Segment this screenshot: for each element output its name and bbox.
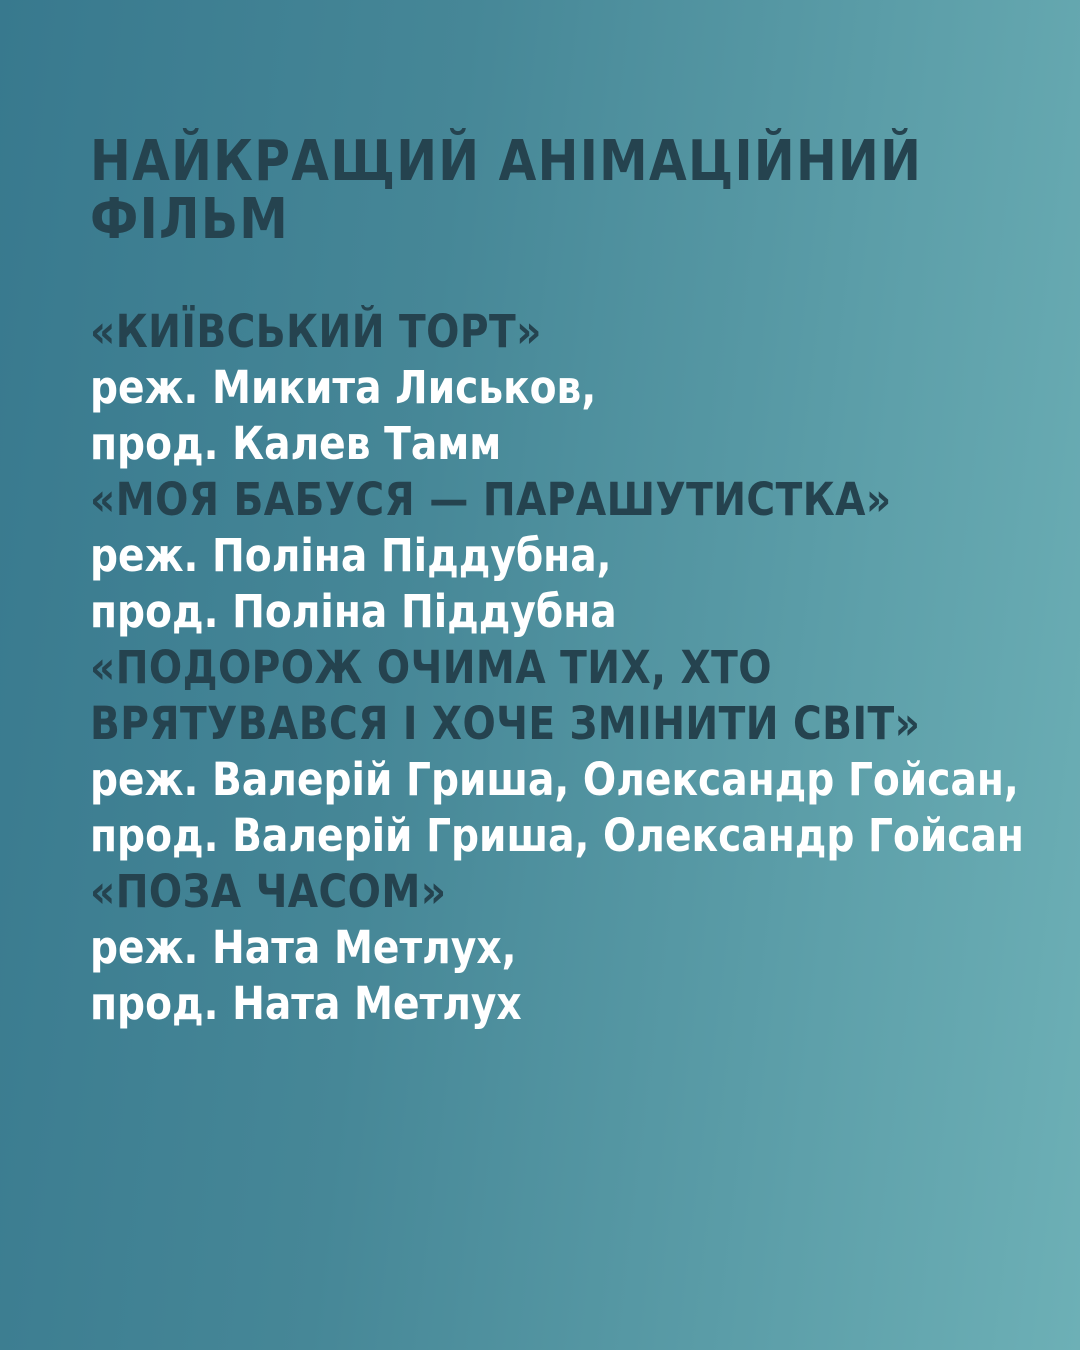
film-title: «ПОЗА ЧАСОМ» bbox=[90, 865, 447, 918]
film-director: реж. Валерій Гриша, Олександр Гойсан, bbox=[90, 753, 1019, 806]
film-producer: прод. Калев Тамм bbox=[90, 417, 502, 470]
film-entry bbox=[90, 864, 1064, 1032]
film-title: «МОЯ БАБУСЯ — ПАРАШУТИСТКА» bbox=[90, 473, 892, 526]
film-title: «ПОДОРОЖ ОЧИМА ТИХ, ХТО bbox=[90, 641, 772, 694]
film-director: реж. Микита Лиськов, bbox=[90, 361, 597, 414]
film-entry bbox=[90, 640, 1064, 864]
film-entry bbox=[90, 304, 1064, 472]
film-title: «КИЇВСЬКИЙ ТОРТ» bbox=[90, 305, 542, 358]
film-producer: прод. Поліна Піддубна bbox=[90, 585, 617, 638]
film-title: ВРЯТУВАВСЯ І ХОЧЕ ЗМІНИТИ СВІТ» bbox=[90, 697, 921, 750]
film-entry bbox=[90, 472, 1064, 640]
film-list bbox=[90, 304, 1064, 1032]
film-director: реж. Поліна Піддубна, bbox=[90, 529, 612, 582]
film-producer: прод. Ната Метлух bbox=[90, 977, 522, 1030]
film-producer: прод. Валерій Гриша, Олександр Гойсан bbox=[90, 809, 1024, 862]
category-title: НАЙКРАЩИЙ АНІМАЦІЙНИЙ ФІЛЬМ bbox=[90, 129, 923, 252]
film-director: реж. Ната Метлух, bbox=[90, 921, 517, 974]
